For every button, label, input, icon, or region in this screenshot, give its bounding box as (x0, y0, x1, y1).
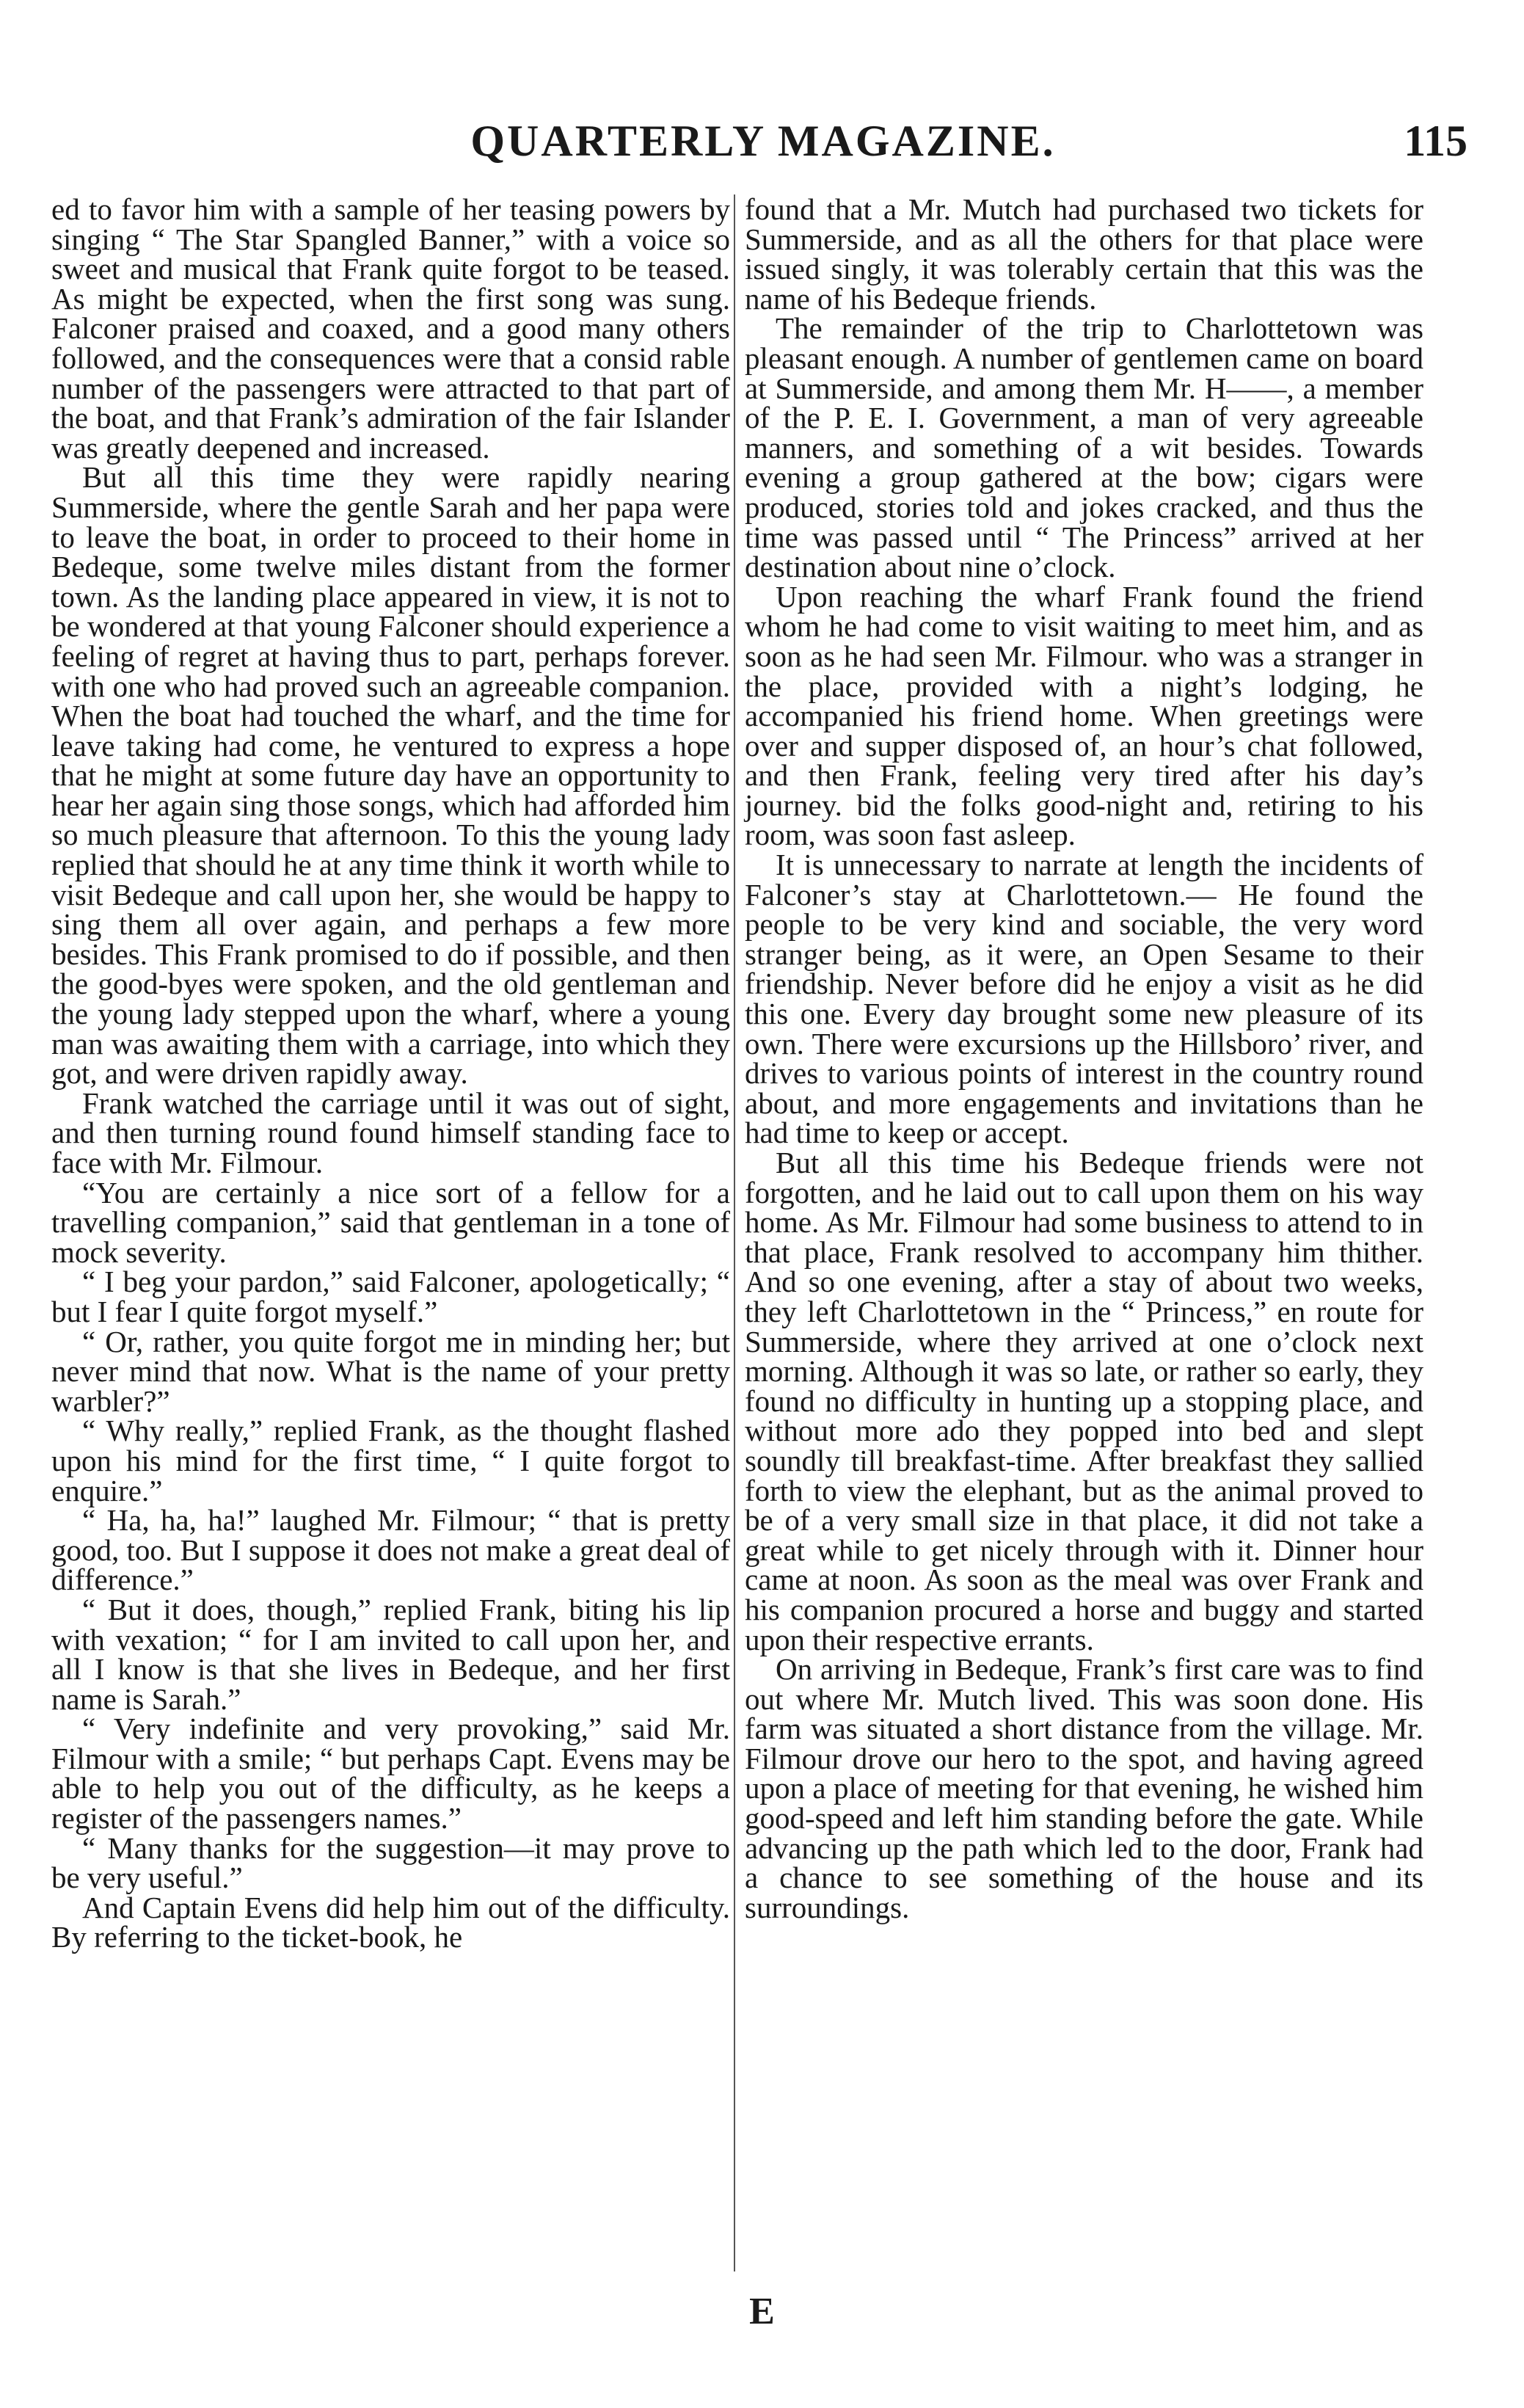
page-number: 115 (1404, 117, 1468, 165)
paragraph: found that a Mr. Mutch had purchased two tickets for Summerside, and as all the others for that place were issued singly, it was tolerably certain that this was the name of his Bedeque friends. (745, 192, 1423, 316)
signature-mark: E (749, 2291, 775, 2332)
left-column (51, 194, 730, 1952)
paragraph: Upon reaching the wharf Frank found the friend whom he had come to visit waiting to meet him, and as soon as he had seen Mr. Filmour. who was a stranger in the place, provided with a night’s lodging, he accompanied his friend home. When greetings were over and supper disposed of, an hour’s chat followed, and then Frank, feeling very tired after his day’s journey. bid the folks good-night and, retiring to his room, was soon fast asleep. (745, 579, 1423, 852)
paragraph: “ Ha, ha, ha!” laughed Mr. Filmour; “ that is pretty good, too. But I suppose it does not make a great deal of difference.” (51, 1503, 730, 1597)
paragraph: “ Many thanks for the suggestion—it may prove to be very useful.” (51, 1830, 730, 1895)
paragraph: The remainder of the trip to Charlottetown was pleasant enough. A number of gentlemen came on board at Summerside, and among them Mr. H——, a member of the P. E. I. Government, a man of very agreeable manners, and something of a wit besides. Towards evening a group gathered at the bow; cigars were produced, stories told and jokes cracked, and thus the time was passed until “ The Princess” arrived at her destination about nine o’clock. (745, 311, 1423, 584)
column-divider (734, 194, 735, 2271)
paragraph: “ But it does, though,” replied Frank, biting his lip with vexation; “ for I am invited to call upon her, and all I know is that she lives in Bedeque, and her first name is Sarah.” (51, 1592, 730, 1716)
paragraph: ed to favor him with a sample of her teasing powers by singing “ The Star Spangled Banner,” with a voice so sweet and musical that Frank quite forgot to be teased. As might be expected, when the first song was sung. Falconer praised and coaxed, and a good many others followed, and the consequences were that a consid rable number of the passengers were attracted to that part of the boat, and that Frank’s admiration of the fair Islander was greatly deepened and increased. (51, 192, 730, 465)
paragraph: “ Why really,” replied Frank, as the thought flashed upon his mind for the first time, “ I quite forgot to enquire.” (51, 1414, 730, 1507)
paragraph: “ Very indefinite and very provoking,” said Mr. Filmour with a smile; “ but perhaps Capt. Evens may be able to help you out of the difficulty, as he keeps a register of the passengers names.” (51, 1712, 730, 1836)
paragraph: “ Or, rather, you quite forgot me in minding her; but never mind that now. What is the name of your pretty warbler?” (51, 1324, 730, 1418)
paragraph: On arriving in Bedeque, Frank’s first care was to find out where Mr. Mutch lived. This was soon done. His farm was situated a short distance from the village. Mr. Filmour drove our hero to the spot, and having agreed upon a place of meeting for that evening, he wished him good-speed and left him standing before the gate. While advancing up the path which led to the door, Frank had a chance to see something of the house and its surroundings. (745, 1652, 1423, 1924)
paragraph: Frank watched the carriage until it was out of sight, and then turning round found himself standing face to face with Mr. Filmour. (51, 1085, 730, 1179)
running-title: QUARTERLY MAGAZINE. (470, 117, 1056, 165)
paragraph: It is unnecessary to narrate at length the incidents of Falconer’s stay at Charlottetown.— He found the people to be very kind and sociable, the very word stranger being, as it were, an Open Sesame to their friendship. Never before did he enjoy a visit as he did this one. Every day brought some new pleasure of its own. There were excursions up the Hillsboro’ river, and drives to various points of interest in the country round about, and more engagements and invitations than he had time to keep or accept. (745, 848, 1423, 1150)
paragraph: “ I beg your pardon,” said Falconer, apologetically; “ but I fear I quite forgot myself.” (51, 1265, 730, 1328)
paragraph: “You are certainly a nice sort of a fellow for a travelling companion,” said that gentleman in a tone of mock severity. (51, 1175, 730, 1269)
right-column (745, 194, 1423, 1922)
paragraph: And Captain Evens did help him out of the difficulty. By referring to the ticket-book, he (51, 1890, 730, 1954)
page-header (44, 110, 1482, 169)
paragraph: But all this time they were rapidly nearing Summerside, where the gentle Sarah and her papa were to leave the boat, in order to proceed to their home in Bedeque, some twelve miles distant from the former town. As the landing place appeared in view, it is not to be wondered at that young Falconer should experience a feeling of regret at having thus to part, perhaps forever. with one who had proved such an agreeable companion. When the boat had touched the wharf, and the time for leave taking had come, he ventured to express a hope that he might at some future day have an opportunity to hear her again sing those songs, which had afforded him so much pleasure that afternoon. To this the young lady replied that should he at any time think it worth while to visit Bedeque and call upon her, she would be happy to sing them all over again, and perhaps a few more besides. This Frank promised to do if possible, and then the good-byes were spoken, and the old gentleman and the young lady stepped upon the wharf, where a young man was awaiting them with a carriage, into which they got, and were driven rapidly away. (51, 460, 730, 1091)
paragraph: But all this time his Bedeque friends were not forgotten, and he laid out to call upon them on his way home. As Mr. Filmour had some business to attend to in that place, Frank resolved to accompany him thither. And so one evening, after a stay of about two weeks, they left Charlottetown in the “ Princess,” en route for Summerside, where they arrived at one o’clock next morning. Although it was so late, or rather so early, they found no difficulty in hunting up a stopping place, and without more ado they popped into bed and slept soundly till breakfast-time. After breakfast they sallied forth to view the elephant, but as the animal proved to be of a very small size in that place, it did not take a great while to get nicely through with it. Dinner hour came at noon. As soon as the meal was over Frank and his companion procured a horse and buggy and started upon their respective errants. (745, 1146, 1423, 1656)
